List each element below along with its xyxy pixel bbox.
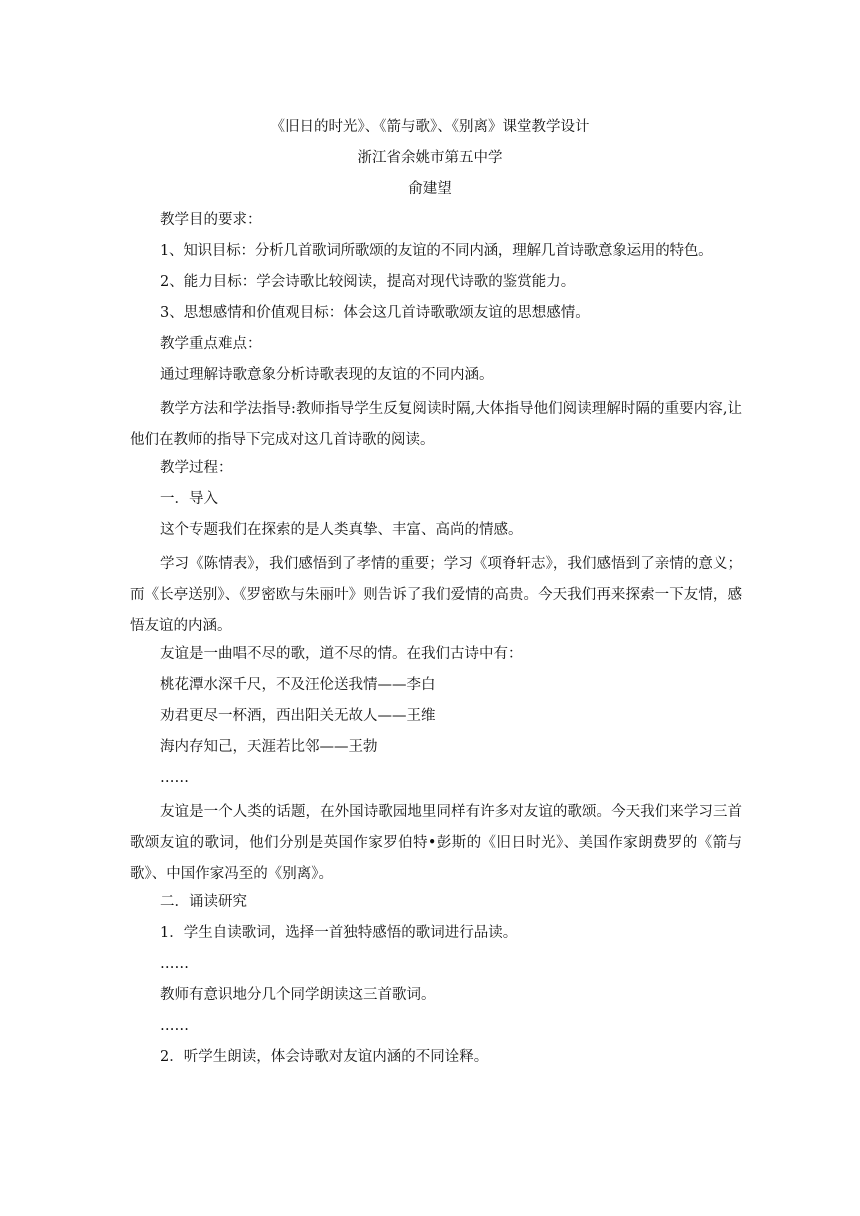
key-points-heading: 教学重点难点： bbox=[160, 336, 262, 352]
key-points-text: 通过理解诗歌意象分析诗歌表现的友谊的不同内涵。 bbox=[160, 367, 494, 383]
intro-paragraph: 学习《陈情表》，我们感悟到了孝情的重要；学习《项脊轩志》，我们感悟到了亲情的意义；而《长亭送别》、《罗密欧与朱丽叶》则告诉了我们爱情的高贵。今天我们再来探索一下友情，感悟友谊的内涵。 bbox=[130, 556, 742, 634]
ellipsis: …… bbox=[160, 956, 189, 972]
poem-line-wangwei: 劝君更尽一杯酒，西出阳关无故人——王维 bbox=[160, 708, 436, 724]
step-self-reading: 1．学生自读歌词，选择一首独特感悟的歌词进行品读。 bbox=[160, 925, 518, 941]
friendship-line: 友谊是一曲唱不尽的歌，道不尽的情。在我们古诗中有： bbox=[160, 646, 523, 662]
section-reading-heading: 二．诵读研究 bbox=[160, 894, 247, 910]
ellipsis: …… bbox=[160, 770, 189, 786]
document-title: 《旧日的时光》、《箭与歌》、《别离》课堂教学设计 bbox=[270, 119, 590, 135]
teacher-reading-line: 教师有意识地分几个同学朗读这三首歌词。 bbox=[160, 987, 436, 1003]
goal-values: 3、思想感情和价值观目标：体会这几首诗歌歌颂友谊的思想感情。 bbox=[160, 305, 590, 321]
poem-line-libai: 桃花潭水深千尺，不及汪伦送我情——李白 bbox=[160, 677, 436, 693]
step-listen-reading: 2．听学生朗读，体会诗歌对友谊内涵的不同诠释。 bbox=[160, 1049, 489, 1065]
intro-text: 这个专题我们在探索的是人类真挚、丰富、高尚的情感。 bbox=[160, 522, 523, 538]
goals-heading: 教学目的要求： bbox=[160, 212, 262, 228]
poem-line-wangbo: 海内存知己，天涯若比邻——王勃 bbox=[160, 739, 378, 755]
goal-knowledge: 1、知识目标：分析几首歌词所歌颂的友谊的不同内涵，理解几首诗歌意象运用的特色。 bbox=[160, 243, 713, 259]
school-name: 浙江省余姚市第五中学 bbox=[357, 150, 503, 166]
author-name: 俞建望 bbox=[408, 181, 452, 197]
topic-paragraph: 友谊是一个人类的话题，在外国诗歌园地里同样有许多对友谊的歌颂。今天我们来学习三首歌颂友谊的歌词，他们分别是英国作家罗伯特•彭斯的《旧日时光》、美国作家朗费罗的《箭与歌》、中国作家冯至的《别离》。 bbox=[130, 804, 742, 882]
goal-ability: 2、能力目标：学会诗歌比较阅读，提高对现代诗歌的鉴赏能力。 bbox=[160, 274, 576, 290]
method-paragraph: 教学方法和学法指导:教师指导学生反复阅读时隔,大体指导他们阅读理解时隔的重要内容,让他们在教师的指导下完成对这几首诗歌的阅读。 bbox=[130, 401, 742, 448]
ellipsis: …… bbox=[160, 1018, 189, 1034]
section-intro-heading: 一．导入 bbox=[160, 491, 218, 507]
process-heading: 教学过程： bbox=[160, 460, 233, 476]
